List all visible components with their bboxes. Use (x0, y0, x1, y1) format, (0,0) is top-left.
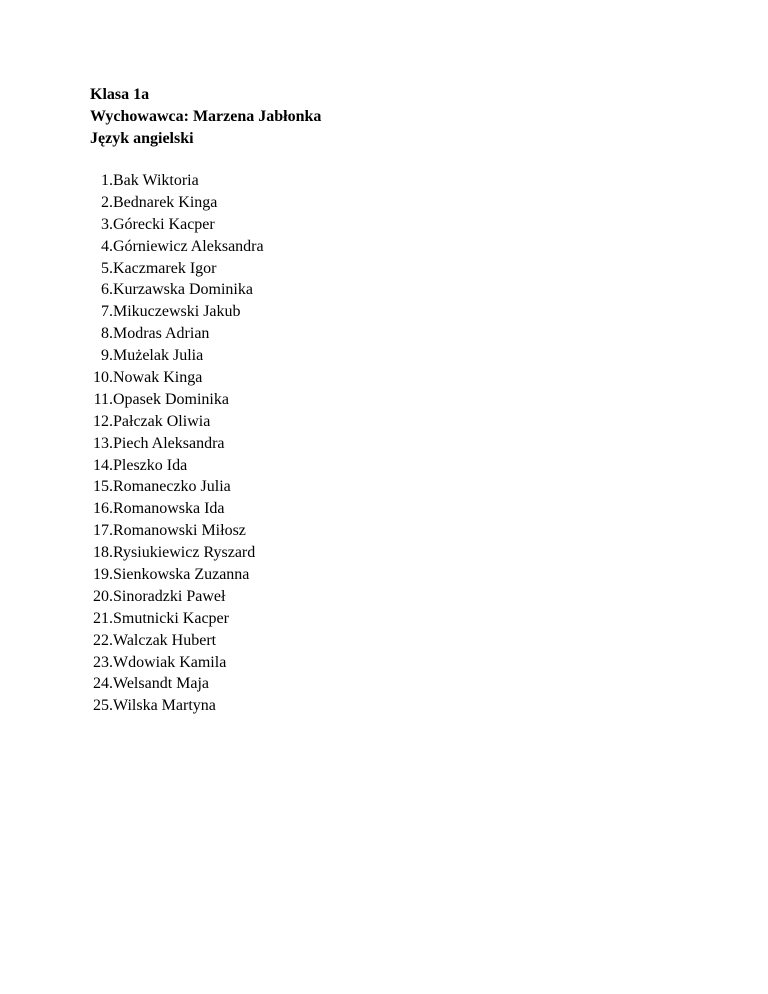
list-item-number: 21. (93, 609, 113, 627)
student-name: Welsandt Maja (113, 675, 210, 693)
student-name: Wilska Martyna (113, 697, 216, 715)
student-name: Nowak Kinga (113, 369, 203, 387)
list-item-number: 19. (93, 566, 113, 584)
list-item (93, 608, 264, 630)
list-item-number: 12. (93, 412, 113, 430)
list-item (101, 214, 264, 236)
student-name: Górecki Kacper (113, 215, 215, 233)
list-item-number: 24. (93, 675, 113, 693)
list-item-number: 11. (93, 390, 113, 408)
list-item-number: 25. (93, 697, 113, 715)
list-item (101, 279, 264, 301)
list-item-number: 16. (93, 500, 113, 518)
list-item (93, 695, 264, 717)
list-item-number: 9. (101, 347, 113, 365)
student-name: Romanowski Miłosz (113, 522, 246, 540)
list-item-number: 14. (93, 456, 113, 474)
list-item (101, 170, 264, 192)
list-item-number: 18. (93, 544, 113, 562)
subject-label: Język angielski (90, 130, 194, 147)
student-name: Kaczmarek Igor (113, 259, 217, 277)
student-name: Bak Wiktoria (113, 172, 199, 189)
teacher-line: Wychowawca: Marzena Jabłonka (90, 108, 322, 125)
list-item (93, 411, 264, 433)
list-item (93, 564, 264, 586)
student-name: Mikuczewski Jakub (113, 303, 241, 321)
list-item-number: 1. (101, 172, 113, 189)
student-name: Kurzawska Dominika (113, 281, 253, 299)
list-item (93, 520, 264, 542)
student-name: Górniewicz Aleksandra (113, 237, 264, 255)
student-name: Pleszko Ida (113, 456, 188, 474)
list-item-number: 8. (101, 325, 113, 343)
list-item-number: 3. (101, 215, 113, 233)
student-name: Bednarek Kinga (113, 193, 218, 211)
document-header (90, 84, 321, 150)
student-name: Opasek Dominika (113, 390, 229, 408)
list-item (101, 236, 264, 258)
list-item (93, 542, 264, 564)
list-item (101, 258, 264, 280)
list-item (93, 586, 264, 608)
list-item (93, 389, 264, 411)
class-label: Klasa 1a (90, 86, 150, 103)
list-item-number: 13. (93, 434, 113, 452)
student-name: Romanowska Ida (113, 500, 225, 518)
student-name: Rysiukiewicz Ryszard (113, 544, 256, 562)
list-item (93, 476, 264, 498)
list-item (101, 323, 264, 345)
student-name: Modras Adrian (113, 325, 210, 343)
list-item (101, 192, 264, 214)
list-item (93, 367, 264, 389)
list-item-number: 23. (93, 653, 113, 671)
list-item-number: 15. (93, 478, 113, 496)
list-item-number: 22. (93, 631, 113, 649)
student-name: Walczak Hubert (113, 631, 217, 649)
list-item-number: 6. (101, 281, 113, 299)
list-item (93, 433, 264, 455)
list-item-number: 7. (101, 303, 113, 321)
list-item-number: 4. (101, 237, 113, 255)
list-item (93, 630, 264, 652)
list-item (101, 345, 264, 367)
student-name: Mużelak Julia (113, 347, 204, 365)
list-item (93, 673, 264, 695)
list-item (93, 498, 264, 520)
list-item-number: 2. (101, 193, 113, 211)
student-list (93, 170, 264, 717)
student-name: Smutnicki Kacper (113, 609, 229, 627)
list-item-number: 17. (93, 522, 113, 540)
list-item-number: 10. (93, 369, 113, 387)
student-name: Pałczak Oliwia (113, 412, 211, 430)
student-name: Romaneczko Julia (113, 478, 231, 496)
list-item (93, 455, 264, 477)
student-name: Wdowiak Kamila (113, 653, 227, 671)
student-name: Piech Aleksandra (113, 434, 225, 452)
list-item-number: 20. (93, 587, 113, 605)
list-item-number: 5. (101, 259, 113, 277)
list-item (101, 301, 264, 323)
student-name: Sinoradzki Paweł (113, 587, 226, 605)
list-item (93, 652, 264, 674)
student-name: Sienkowska Zuzanna (113, 566, 250, 584)
